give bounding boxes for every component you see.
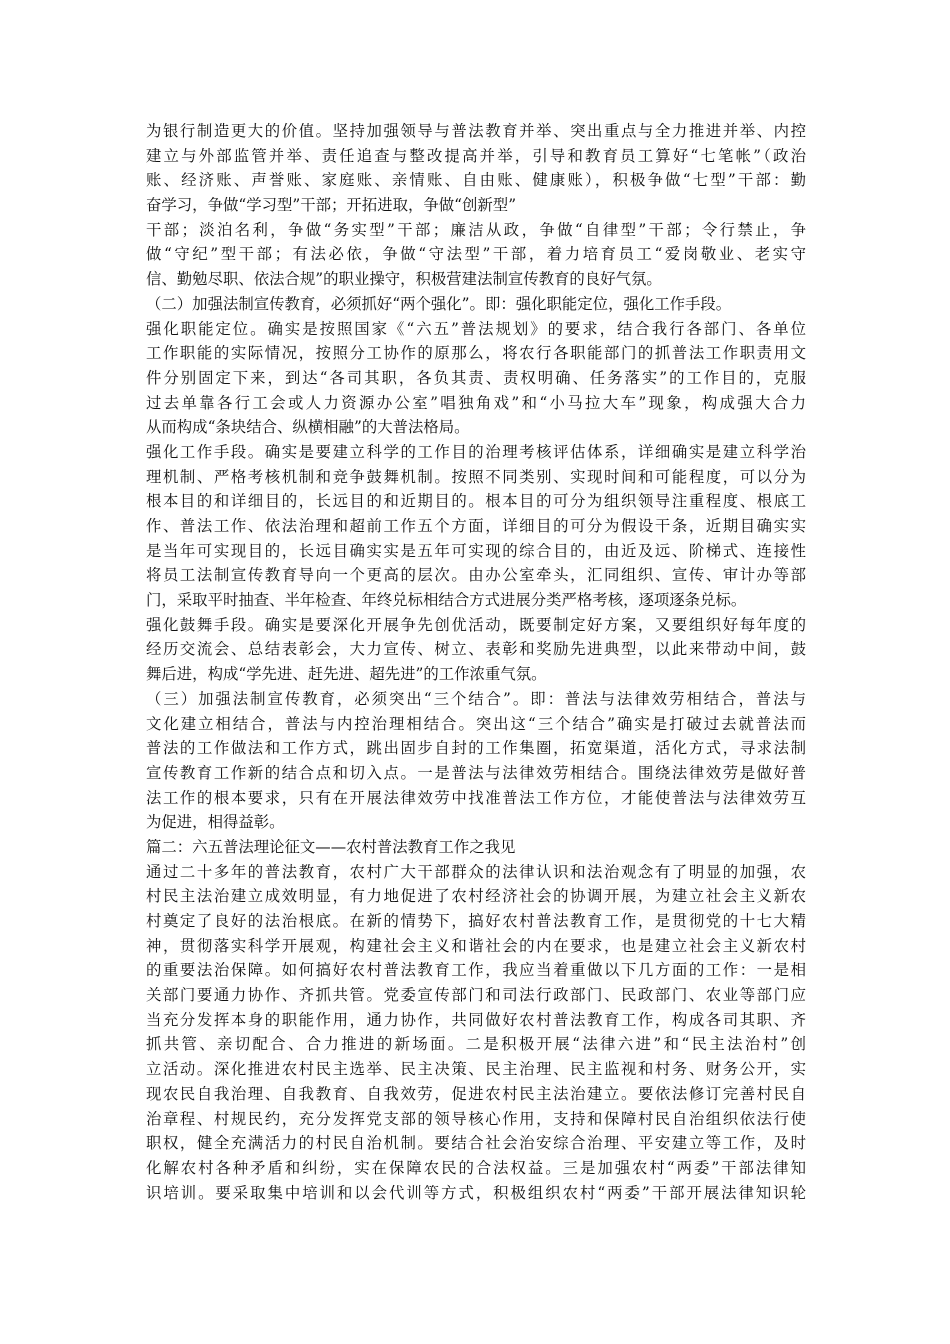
text-line: 奋学习，争做“学习型”干部；开拓进取，争做“创新型”: [146, 196, 517, 215]
text-line: 为促进，相得益彰。: [146, 813, 285, 832]
text-line: 经历交流会、总结表彰会，大力宣传、树立、表彰和奖励先进典型，以此来带动中间，鼓: [146, 640, 806, 659]
text-line: 做“守纪”型干部；有法必依，争做“守法型”干部，着力培育员工“爱岗敬业、老实守: [146, 245, 806, 264]
text-line: 舞后进，构成“学先进、赶先进、超先进”的工作浓重气氛。: [146, 665, 547, 684]
text-line: 根本目的和详细目的，长远目的和近期目的。根本目的可分为组织领导注重程度、根底工: [146, 492, 806, 511]
text-line: 普法的工作做法和工作方式，跳出固步自封的工作集圈，拓宽渠道，活化方式，寻求法制: [146, 739, 806, 758]
text-line: 工作职能的实际情况，按照分工协作的原那么，将农行各职能部门的抓普法工作职责用文: [146, 344, 806, 363]
text-line: 强化职能定位。确实是按照国家《“六五”普法规划》的要求，结合我行各部门、各单位: [146, 319, 806, 338]
text-line: 理机制、严格考核机制和竞争鼓舞机制。按照不同类别、实现时间和可能程度，可以分为: [146, 467, 806, 486]
text-line: 通过二十多年的普法教育，农村广大干部群众的法律认识和法治观念有了明显的加强，农: [146, 862, 806, 881]
text-line: 村奠定了良好的法治根底。在新的情势下，搞好农村普法教育工作，是贯彻党的十七大精: [146, 912, 806, 930]
text-line: 建立与外部监管并举、责任追查与整改提高并举，引导和教育员工算好“七笔帐”（政治: [146, 146, 806, 165]
text-line: 门，采取平时抽查、半年检查、年终兑标相结合方式进展分类严格考核，逐项逐条兑标。: [146, 591, 747, 610]
text-line: （二）加强法制宣传教育，必须抓好“两个强化”。即：强化职能定位，强化工作手段。: [146, 294, 732, 313]
text-line: 篇二：六五普法理论征文——农村普法教育工作之我见: [146, 837, 516, 856]
text-line: 过去单靠各行工会或人力资源办公室”唱独角戏”和“小马拉大车”现象，构成强大合力: [146, 393, 806, 412]
text-line: 文化建立相结合，普法与内控治理相结合。突出这“三个结合”确实是打破过去就普法而: [146, 714, 806, 733]
document-body: [146, 119, 806, 1205]
text-line: 识培训。要采取集中培训和以会代训等方式，积极组织农村“两委”干部开展法律知识轮: [146, 1183, 806, 1202]
text-line: 神，贯彻落实科学开展观，构建社会主义和谐社会的内在要求，也是建立社会主义新农村: [146, 936, 806, 955]
text-line: 立活动。深化推进农村民主选举、民主决策、民主治理、民主监视和村务、财务公开，实: [146, 1060, 806, 1079]
text-line: 干部；淡泊名利，争做“务实型”干部；廉洁从政，争做“自律型”干部；令行禁止，争: [146, 220, 806, 239]
text-line: 村民主法治建立成效明显，有力地促进了农村经济社会的协调开展，为建立社会主义新农: [146, 887, 806, 906]
text-line: 法工作的根本要求，只有在开展法律效劳中找准普法工作方位，才能使普法与法律效劳互: [146, 788, 806, 807]
text-line: 信、勤勉尽职、依法合规”的职业操守，积极营建法制宣传教育的良好气氛。: [146, 270, 662, 289]
text-line: 为银行制造更大的价值。坚持加强领导与普法教育并举、突出重点与全力推进并举、内控: [146, 122, 806, 140]
text-line: 件分别固定下来，到达“各司其职，各负其责、责权明确、任务落实”的工作目的，克服: [146, 368, 806, 387]
text-line: 强化鼓舞手段。确实是要深化开展争先创优活动，既要制定好方案，又要组织好每年度的: [146, 615, 806, 634]
text-line: 的重要法治保障。如何搞好农村普法教育工作，我应当着重做以下几方面的工作：一是相: [146, 961, 806, 980]
text-line: 现农民自我治理、自我教育、自我效劳，促进农村民主法治建立。要依法修订完善村民自: [146, 1084, 806, 1103]
text-line: 将员工法制宣传教育导向一个更高的层次。由办公室牵头，汇同组织、宣传、审计办等部: [146, 566, 806, 585]
text-line: 治章程、村规民约，充分发挥党支部的领导核心作用，支持和保障村民自治组织依法行使: [146, 1109, 806, 1128]
text-line: 抓共管、亲切配合、合力推进的新场面。二是积极开展“法律六进”和“民主法治村”创: [146, 1035, 806, 1054]
text-line: 强化工作手段。确实是要建立科学的工作目的治理考核评估体系，详细确实是建立科学治: [146, 442, 806, 461]
text-line: 职权，健全充满活力的村民自治机制。要结合社会治安综合治理、平安建立等工作，及时: [146, 1134, 806, 1153]
text-line: 是当年可实现目的，长远目确实实是五年可实现的综合目的，由近及远、阶梯式、连接性: [146, 541, 806, 560]
text-line: 从而构成“条块结合、纵横相融”的大普法格局。: [146, 418, 470, 437]
text-line: 关部门要通力协作、齐抓共管。党委宣传部门和司法行政部门、民政部门、农业等部门应: [146, 986, 806, 1005]
text-line: 当充分发挥本身的职能作用，通力协作，共同做好农村普法教育工作，构成各司其职、齐: [146, 1010, 806, 1029]
text-line: （三）加强法制宣传教育，必须突出“三个结合”。即：普法与法律效劳相结合，普法与: [146, 689, 806, 708]
text-line: 账、经济账、声誉账、家庭账、亲情账、自由账、健康账），积极争做“七型”干部：勤: [146, 171, 806, 190]
text-line: 化解农村各种矛盾和纠纷，实在保障农民的合法权益。三是加强农村“两委”干部法律知: [146, 1158, 806, 1177]
text-line: 宣传教育工作新的结合点和切入点。一是普法与法律效劳相结合。围绕法律效劳是做好普: [146, 763, 806, 782]
text-line: 作、普法工作、依法治理和超前工作五个方面，详细目的可分为假设干条，近期目确实实: [146, 517, 806, 535]
